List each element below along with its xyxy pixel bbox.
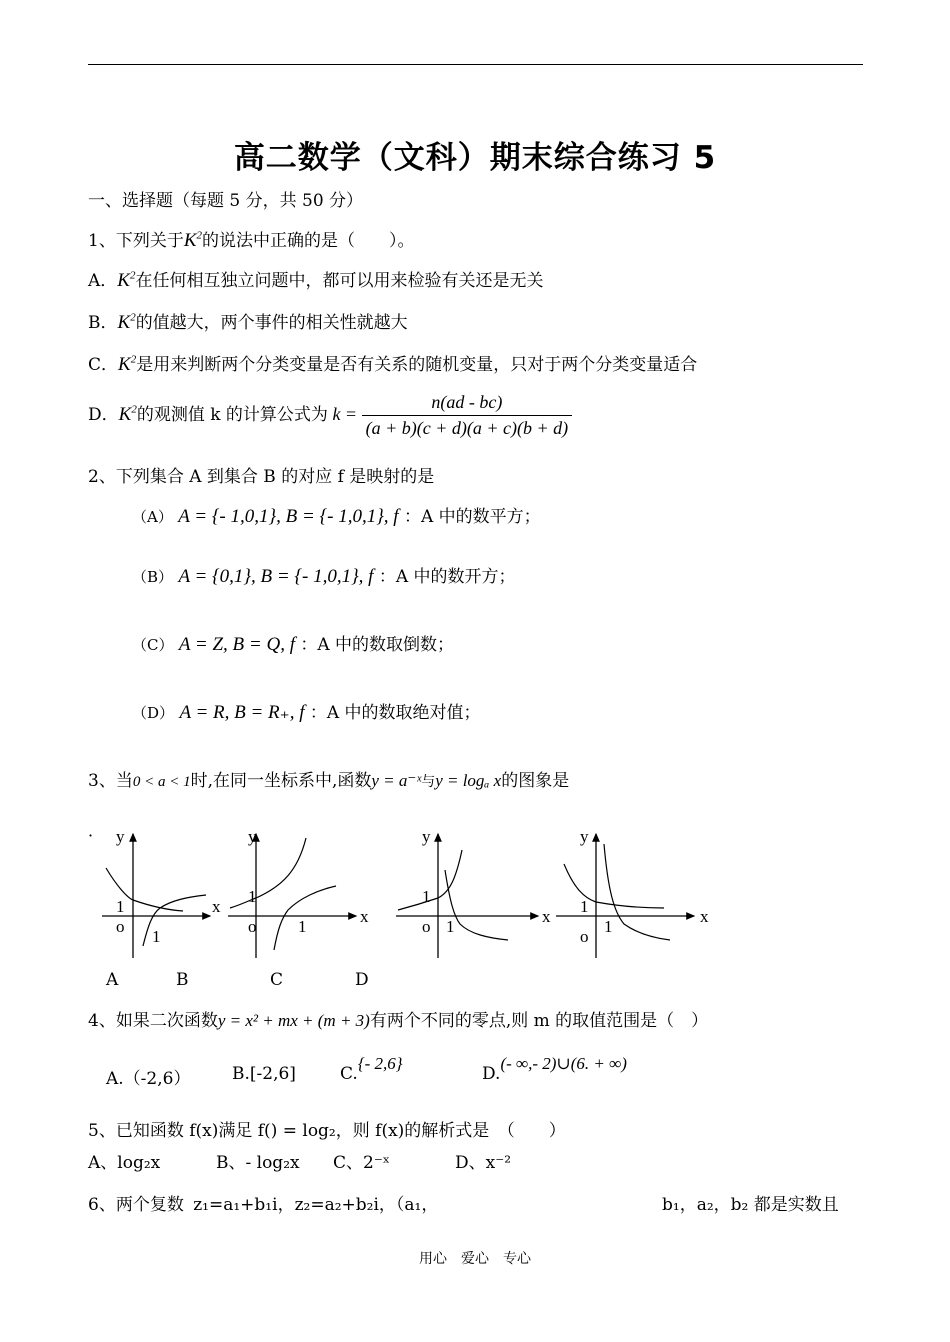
svg-text:1: 1 <box>580 897 589 916</box>
q4-stem: 4、如果二次函数y = x² + mx + (m + 3)有两个不同的零点,则 m 的取值范围是（ ） <box>88 1011 709 1031</box>
q4-option-a: A.（-2,6） <box>106 1069 191 1089</box>
svg-text:x: x <box>542 907 551 926</box>
svg-text:o: o <box>580 927 589 946</box>
q1-stem: 1、下列关于$K^2$的说法中正确的是（ ）。 <box>88 229 415 251</box>
q2-option-d: （D） A = R, B = R₊, f ：A 中的数取绝对值； <box>132 702 481 723</box>
svg-text:x: x <box>360 907 369 926</box>
svg-text:1: 1 <box>152 927 161 946</box>
graph-d <box>556 827 709 958</box>
q2-stem: 2、下列集合 A 到集合 B 的对应 f 是映射的是 <box>88 467 435 487</box>
svg-text:y: y <box>580 827 589 846</box>
chi-square-formula: $\frac{n(ad - bc)}{(a + b)(c + d)(a + c)(b + d)}$ <box>362 392 573 439</box>
page-title: 高二数学（文科）期末综合练习 5 <box>233 140 717 176</box>
svg-text:y: y <box>422 827 431 846</box>
q6-stem-right: b₁，a₂，b₂ 都是实数且 <box>662 1195 839 1215</box>
q4-option-d: D.(- ∞,- 2)∪(6. + ∞) <box>482 1054 627 1084</box>
q6-stem-left: 6、两个复数 z₁=a₁+b₁i，z₂=a₂+b₂i，（a₁， <box>88 1195 439 1215</box>
graph-c <box>396 827 551 958</box>
q5-option-d: D、x⁻² <box>455 1153 512 1173</box>
q1-option-b: B．$K^2$的值越大，两个事件的相关性就越大 <box>88 311 408 333</box>
page-footer: 用心 爱心 专心 <box>419 1251 531 1267</box>
graph-label-a: A <box>106 970 119 990</box>
svg-text:1: 1 <box>446 917 455 936</box>
svg-text:o: o <box>248 917 257 936</box>
svg-text:x: x <box>212 897 221 916</box>
graph-b <box>228 827 369 958</box>
svg-text:x: x <box>700 907 709 926</box>
graph-a <box>102 827 221 958</box>
graph-label-c: C <box>270 970 284 990</box>
q5-option-a: A、log₂x <box>88 1153 161 1173</box>
q3-stem: 3、当0 < a < 1时,在同一坐标系中,函数y = a⁻ˣ与y = logₐ x的图象是 <box>88 771 570 791</box>
q1-option-c: C．$K^2$是用来判断两个分类变量是否有关系的随机变量，只对于两个分类变量适合 <box>88 353 698 375</box>
q5-option-b: B、- log₂x <box>216 1153 300 1173</box>
svg-text:1: 1 <box>422 887 431 906</box>
graph-label-b: B <box>176 970 189 990</box>
svg-text:y: y <box>116 827 125 846</box>
svg-text:o: o <box>116 917 125 936</box>
q5-option-c: C、2⁻ˣ <box>333 1153 391 1173</box>
q4-option-b: B.[-2,6] <box>232 1064 296 1084</box>
svg-text:1: 1 <box>298 917 307 936</box>
q1-option-d: D．$K^2$的观测值 k 的计算公式为 k = $\frac{n(ad - bc)}{(a + b)(c + d)(a + c)(b + d)}$ <box>88 392 572 439</box>
q4-option-c: C.{- 2,6} <box>340 1054 403 1084</box>
q3-dot: · <box>88 826 94 845</box>
q3-graphs <box>88 820 728 970</box>
svg-text:1: 1 <box>604 917 613 936</box>
q5-stem: 5、已知函数 f(x)满足 f() = log₂，则 f(x)的解析式是 （ ） <box>88 1121 566 1141</box>
section-heading: 一、选择题（每题 5 分，共 50 分） <box>88 191 364 211</box>
svg-text:y: y <box>248 827 257 846</box>
header-rule <box>88 64 863 65</box>
q2-option-a: （A） A = {- 1,0,1}, B = {- 1,0,1}, f ：A 中的数平方； <box>132 506 541 527</box>
svg-text:o: o <box>422 917 431 936</box>
q2-option-c: （C） A = Z, B = Q, f ：A 中的数取倒数； <box>132 634 455 655</box>
q1-option-a: A．$K^2$在任何相互独立问题中，都可以用来检验有关还是无关 <box>88 269 544 291</box>
graph-label-d: D <box>355 970 369 990</box>
svg-text:1: 1 <box>248 887 257 906</box>
svg-text:1: 1 <box>116 897 125 916</box>
q2-option-b: （B） A = {0,1}, B = {- 1,0,1}, f ：A 中的数开方； <box>132 566 516 587</box>
